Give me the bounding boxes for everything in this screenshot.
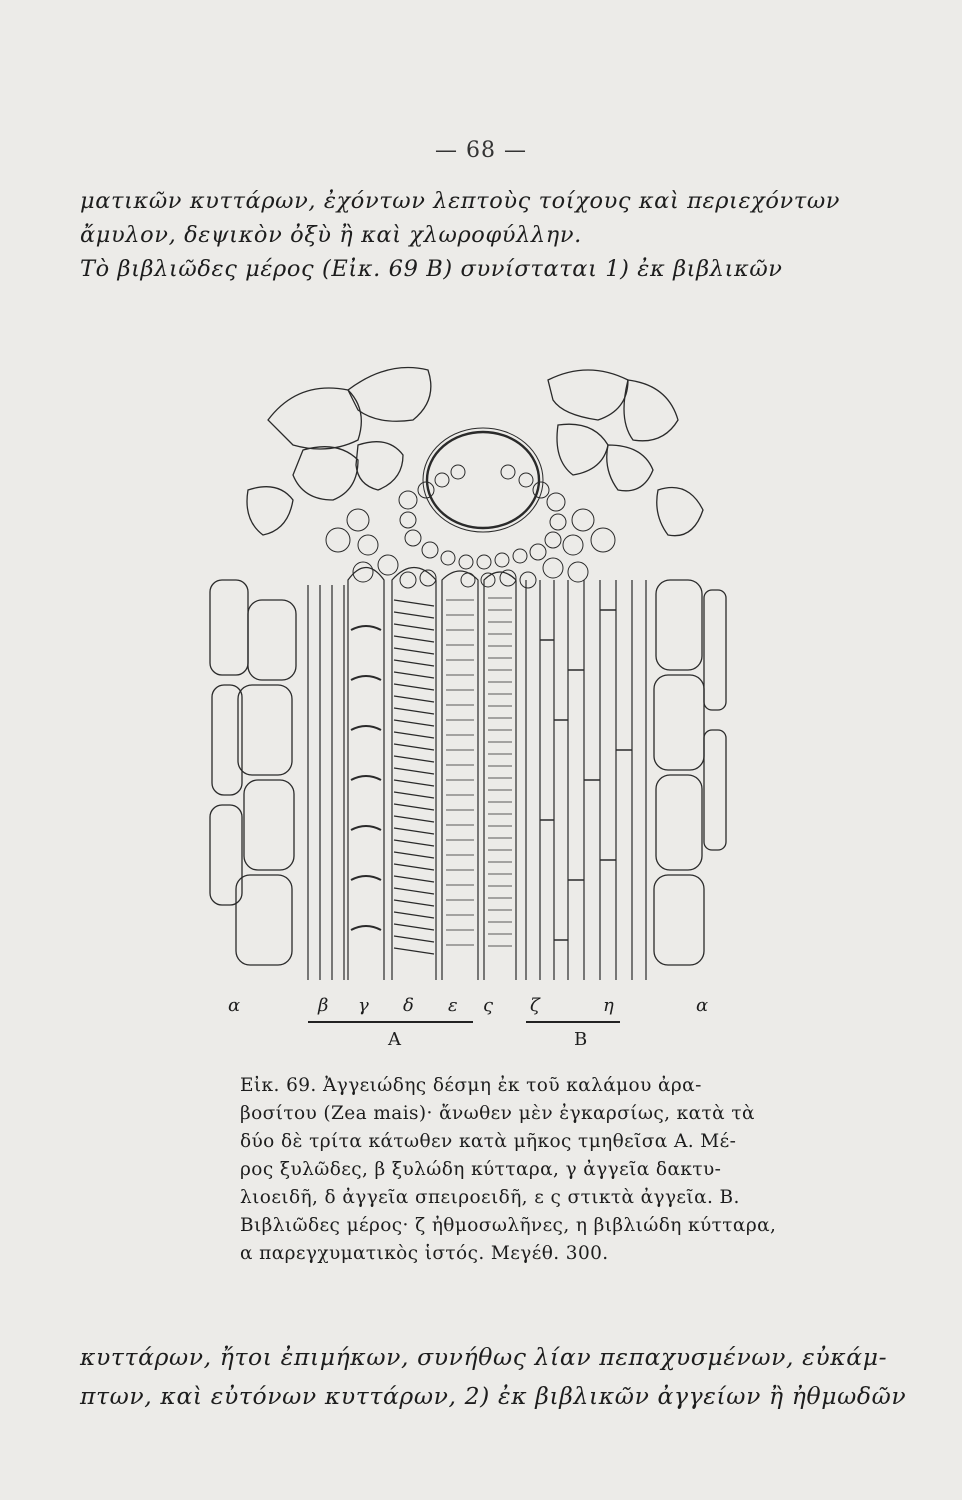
label-beta: β: [318, 995, 329, 1016]
figure-letter-labels: [208, 995, 728, 1065]
caption-line: Εἰκ. 69. Ἀγγειώδης δέσμη ἐκ τοῦ καλάμου ἀρα-: [240, 1075, 702, 1096]
label-group-A: Α: [388, 1029, 401, 1050]
label-zeta: ζ: [530, 995, 540, 1016]
caption-line: λιοειδῆ, δ ἀγγεῖα σπειροειδῆ, ε ς στικτὰ ἀγγεῖα. Β.: [240, 1187, 740, 1208]
text-line: κυττάρων, ἤτοι ἐπιμήκων, συνήθως λίαν πεπαχυσμένων, εὐκάμ-: [80, 1343, 888, 1371]
caption-line: βοσίτου (Zea mais)· ἄνωθεν μὲν ἐγκαρσίως, κατὰ τὰ: [240, 1103, 755, 1124]
vascular-bundle-illustration: [208, 340, 728, 980]
top-paragraph: [80, 184, 870, 286]
bottom-paragraph: [80, 1338, 907, 1416]
caption-line: α παρεγχυματικὸς ἱστός. Μεγέθ. 300.: [240, 1243, 609, 1264]
caption-line: Βιβλιῶδες μέρος· ζ ἠθμοσωλῆνες, η βιβλιώδη κύτταρα,: [240, 1215, 777, 1236]
label-epsilon: ε: [448, 995, 458, 1016]
label-alpha-left: α: [228, 995, 241, 1016]
text-line: Τὸ βιβλιῶδες μέρος (Εἰκ. 69 Β) συνίσταται 1) ἐκ βιβλικῶν: [80, 256, 783, 282]
label-alpha-right: α: [696, 995, 709, 1016]
group-brackets: [208, 1017, 728, 1027]
label-eta: η: [603, 995, 614, 1016]
text-line: ἄμυλον, δεψικὸν ὀξὺ ἢ καὶ χλωροφύλλην.: [80, 222, 582, 248]
label-gamma: γ: [358, 995, 369, 1016]
caption-line: ρος ξυλῶδες, β ξυλώδη κύτταρα, γ ἀγγεῖα δακτυ-: [240, 1159, 722, 1180]
figure-caption: [240, 1072, 777, 1268]
label-stigma: ς: [483, 995, 494, 1016]
caption-line: δύο δὲ τρίτα κάτωθεν κατὰ μῆκος τμηθεῖσα Α. Μέ-: [240, 1131, 737, 1152]
text-line: πτων, καὶ εὐτόνων κυττάρων, 2) ἐκ βιβλικῶν ἀγγείων ἢ ἠθμωδῶν: [80, 1382, 907, 1410]
text-line: ματικῶν κυττάρων, ἐχόντων λεπτοὺς τοίχους καὶ περιεχόντων: [80, 188, 841, 214]
page-number: — 68 —: [435, 138, 527, 163]
label-group-B: Β: [574, 1029, 588, 1050]
label-delta: δ: [403, 995, 414, 1016]
